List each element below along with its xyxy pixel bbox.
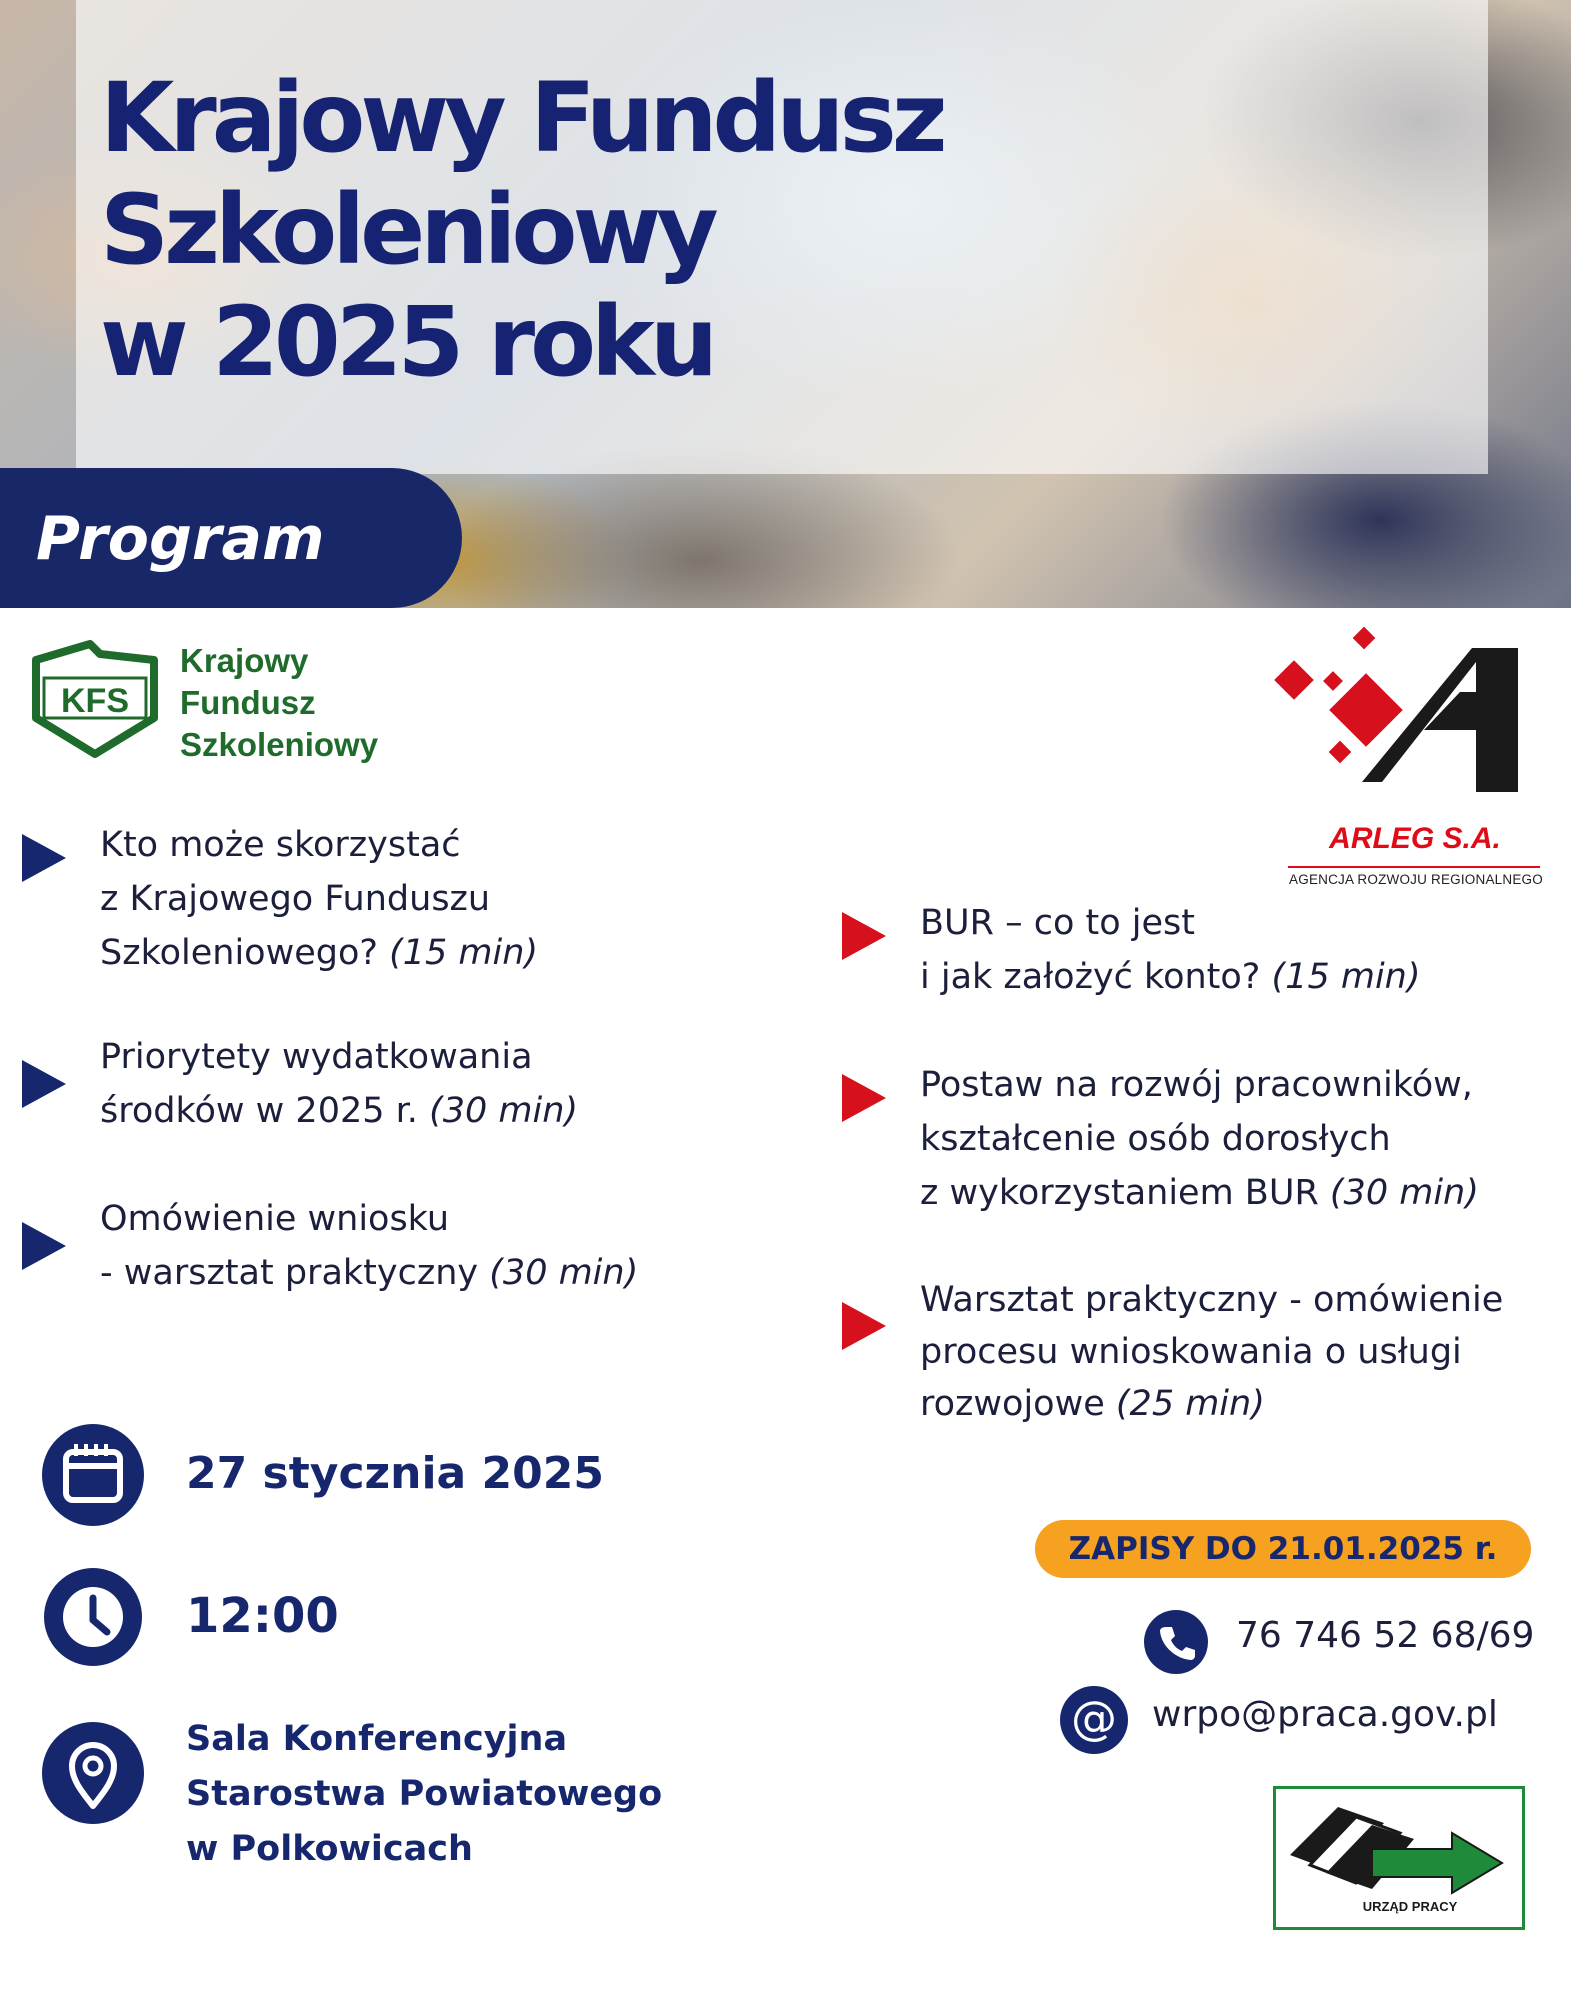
agenda-line: Szkoleniowego?	[100, 933, 378, 973]
kfs-abbr: KFS	[61, 682, 129, 720]
agenda-text	[100, 818, 820, 980]
agenda-line: Kto może skorzystać	[100, 825, 461, 865]
agenda-line: rozwojowe	[920, 1384, 1105, 1424]
arleg-divider	[1288, 866, 1540, 868]
agenda-text	[920, 896, 1571, 1004]
clock-icon	[44, 1568, 142, 1666]
event-time: 12:00	[186, 1588, 339, 1644]
agenda-text	[920, 1274, 1571, 1430]
calendar-icon	[42, 1424, 144, 1526]
agenda-line: Warsztat praktyczny - omówienie	[920, 1280, 1504, 1320]
event-location	[186, 1712, 662, 1877]
location-line-1: Sala Konferencyjna	[186, 1719, 568, 1759]
agenda-line: Postaw na rozwój pracowników,	[920, 1065, 1473, 1105]
event-date: 27 stycznia 2025	[186, 1448, 605, 1499]
arrow-right-icon	[840, 910, 888, 962]
title-line-2: Szkoleniowy	[100, 174, 714, 286]
agenda-line: z wykorzystaniem BUR	[920, 1173, 1319, 1213]
agenda-duration: (30 min)	[489, 1253, 639, 1293]
hero-banner	[0, 0, 1571, 608]
agenda-line: Priorytety wydatkowania	[100, 1037, 533, 1077]
at-sign-icon	[1060, 1686, 1128, 1754]
agenda-duration: (30 min)	[429, 1091, 579, 1131]
agenda-last-line	[920, 1378, 1571, 1430]
agenda-line: z Krajowego Funduszu	[100, 879, 491, 919]
location-line-2: Starostwa Powiatowego	[186, 1774, 663, 1814]
phone-icon	[1144, 1610, 1208, 1674]
kfs-shield-icon	[30, 640, 160, 760]
contact-phone[interactable]: 76 746 52 68/69	[1236, 1615, 1535, 1656]
agenda-duration: (15 min)	[1271, 957, 1421, 997]
arleg-name: ARLEG S.A.	[1329, 822, 1501, 855]
arrow-right-icon	[20, 1058, 68, 1110]
agenda-duration: (30 min)	[1329, 1173, 1479, 1213]
registration-deadline: ZAPISY DO 21.01.2025 r.	[1068, 1531, 1498, 1567]
location-line-3: w Polkowicach	[186, 1829, 473, 1869]
arrow-right-icon	[20, 1220, 68, 1272]
agenda-last-line	[920, 1166, 1571, 1220]
arrow-right-icon	[840, 1300, 888, 1352]
kfs-name-line-2: Fundusz	[180, 684, 316, 721]
arrow-right-icon	[840, 1072, 888, 1124]
arleg-subtitle: AGENCJA ROZWOJU REGIONALNEGO	[1289, 872, 1543, 887]
urzad-pracy-mark-icon	[1276, 1789, 1522, 1927]
program-label-text: Program	[36, 504, 325, 574]
urzad-pracy-label: URZĄD PRACY	[1362, 1899, 1458, 1914]
agenda-line: i jak założyć konto?	[920, 957, 1261, 997]
program-label	[0, 468, 462, 608]
agenda-line: Omówienie wniosku	[100, 1199, 450, 1239]
urzad-pracy-logo	[1273, 1786, 1525, 1930]
page-title	[100, 62, 1100, 398]
location-pin-icon	[42, 1722, 144, 1824]
agenda-last-line	[100, 926, 820, 980]
arrow-right-icon	[20, 832, 68, 884]
title-line-3: w 2025 roku	[100, 286, 714, 398]
agenda-last-line	[100, 1246, 820, 1300]
title-line-1: Krajowy Fundusz	[100, 62, 943, 174]
arleg-mark-icon	[1272, 622, 1557, 822]
agenda-duration: (25 min)	[1115, 1384, 1265, 1424]
agenda-last-line	[920, 950, 1571, 1004]
agenda-line: procesu wnioskowania o usługi	[920, 1332, 1462, 1372]
agenda-text	[920, 1058, 1571, 1220]
agenda-line: kształcenie osób dorosłych	[920, 1119, 1391, 1159]
svg-text:@: @	[1071, 1691, 1117, 1745]
agenda-text	[100, 1030, 820, 1138]
agenda-line: środków w 2025 r.	[100, 1091, 418, 1131]
kfs-name-line-3: Szkoleniowy	[180, 726, 379, 763]
kfs-name-line-1: Krajowy	[180, 642, 309, 679]
contact-email[interactable]: wrpo@praca.gov.pl	[1152, 1694, 1498, 1735]
arleg-logo	[1272, 622, 1557, 898]
agenda-text	[100, 1192, 820, 1300]
kfs-logo	[30, 640, 430, 770]
agenda-line: BUR – co to jest	[920, 903, 1195, 943]
registration-deadline-badge	[1035, 1520, 1531, 1578]
agenda-line: - warsztat praktyczny	[100, 1253, 479, 1293]
kfs-name	[180, 640, 440, 766]
agenda-duration: (15 min)	[389, 933, 539, 973]
agenda-last-line	[100, 1084, 820, 1138]
